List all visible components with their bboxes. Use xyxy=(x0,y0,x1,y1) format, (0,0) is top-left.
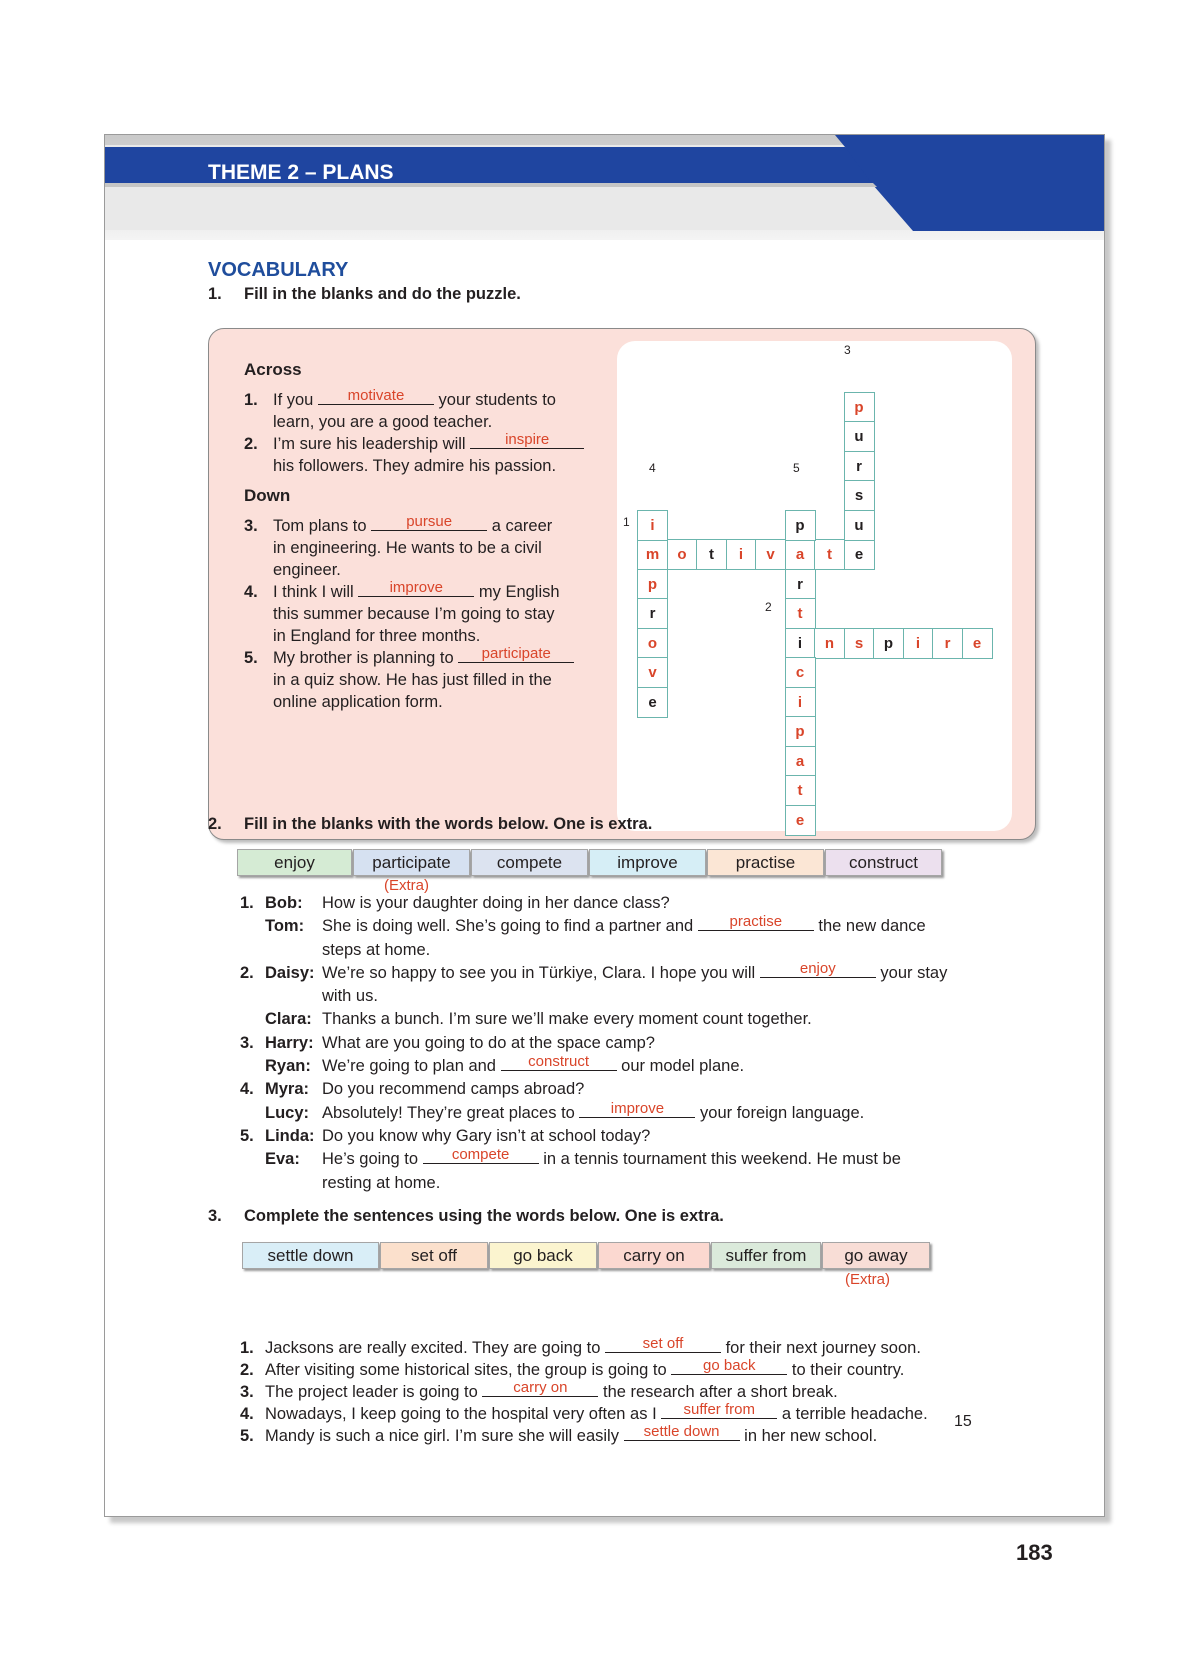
crossword-cell[interactable]: p xyxy=(637,569,668,600)
crossword-number-1: 1 xyxy=(623,515,630,529)
dialogue-line: Tom: She is doing well. She’s going to find a partner and practise the new dance xyxy=(265,913,926,936)
q2-dialogues xyxy=(240,892,1070,1195)
word-box: carry on xyxy=(598,1242,710,1269)
puzzle-box xyxy=(208,328,1036,840)
answer-blank[interactable]: improve xyxy=(358,581,474,597)
crossword-grid xyxy=(617,341,1012,831)
answer-blank[interactable]: suffer from xyxy=(661,1403,777,1419)
crossword-cell[interactable]: e xyxy=(785,805,816,836)
sentence-line: 5. Mandy is such a nice girl. I’m sure she will easily settle down in her new school. xyxy=(240,1423,878,1445)
answer-blank[interactable]: construct xyxy=(501,1055,617,1071)
theme-banner xyxy=(105,135,1104,240)
dialogue-line: Lucy: Absolutely! They’re great places to improve your foreign language. xyxy=(265,1099,865,1122)
crossword-cell[interactable]: p xyxy=(785,510,816,541)
answer-blank[interactable]: motivate xyxy=(318,389,434,405)
crossword-cell[interactable]: o xyxy=(637,628,668,659)
clue-down-3: 3. Tom plans to pursue a career in engineering. He wants to be a civil engineer. xyxy=(244,513,553,579)
crossword-cell[interactable]: t xyxy=(785,775,816,806)
clue-down-5: 5. My brother is planning to participate in a quiz show. He has just filled in the online application form. xyxy=(244,647,604,713)
crossword-number-5: 5 xyxy=(793,461,800,475)
question-3-heading: 3. Complete the sentences using the words below. One is extra. xyxy=(208,1207,724,1225)
crossword-cell[interactable]: e xyxy=(844,539,875,570)
crossword-cell[interactable]: u xyxy=(844,510,875,541)
crossword-cell[interactable]: s xyxy=(844,628,875,659)
answer-blank[interactable]: practise xyxy=(698,915,814,931)
q3-extra-label: (Extra) xyxy=(845,1271,890,1288)
crossword-cell[interactable]: a xyxy=(785,539,816,570)
crossword-cell[interactable]: n xyxy=(814,628,845,659)
crossword-cell[interactable]: r xyxy=(785,569,816,600)
sentence-line: 1. Jacksons are really excited. They are going to set off for their next journey soon. xyxy=(240,1335,921,1357)
answer-blank[interactable]: pursue xyxy=(371,515,487,531)
sentence-line: 2. After visiting some historical sites, the group is going to go back to their country. xyxy=(240,1357,905,1379)
q3-sentences xyxy=(240,1337,928,1447)
answer-blank[interactable]: set off xyxy=(605,1337,721,1353)
dialogue-line: resting at home. xyxy=(322,1173,441,1192)
crossword-cell[interactable]: i xyxy=(785,687,816,718)
word-box: practise xyxy=(707,849,824,876)
answer-blank[interactable]: participate xyxy=(458,647,574,663)
crossword-number-2: 2 xyxy=(765,600,772,614)
dialogue-line: Clara: Thanks a bunch. I’m sure we’ll make every moment count together. xyxy=(265,1010,812,1029)
crossword-cell[interactable]: m xyxy=(637,539,668,570)
crossword-number-3: 3 xyxy=(844,343,851,357)
sentence-line: 3. The project leader is going to carry on the research after a short break. xyxy=(240,1379,838,1401)
sentence-line: 4. Nowadays, I keep going to the hospital very often as I suffer from a terrible headache. xyxy=(240,1401,928,1423)
crossword-cell[interactable]: i xyxy=(637,510,668,541)
down-heading: Down xyxy=(244,486,291,505)
dialogue-line: 2. Daisy: We’re so happy to see you in Türkiye, Clara. I hope you will enjoy your stay xyxy=(240,959,948,982)
dialogue-line: steps at home. xyxy=(322,940,431,959)
answer-blank[interactable]: go back xyxy=(671,1359,787,1375)
clues-panel xyxy=(244,359,604,713)
crossword-cell[interactable]: i xyxy=(903,628,934,659)
q2-extra-label: (Extra) xyxy=(384,877,429,894)
crossword-cell[interactable]: c xyxy=(785,657,816,688)
clue-across-2: 2. I’m sure his leadership will inspire his followers. They admire his passion. xyxy=(244,433,604,477)
answer-blank[interactable]: settle down xyxy=(624,1425,740,1441)
word-box: compete xyxy=(471,849,588,876)
across-heading: Across xyxy=(244,360,302,379)
worksheet-page xyxy=(104,134,1105,1517)
crossword-cell[interactable]: i xyxy=(726,539,757,570)
dialogue-line: Eva: He’s going to compete in a tennis tournament this weekend. He must be xyxy=(265,1146,901,1169)
dialogue-line: 4. Myra: Do you recommend camps abroad? xyxy=(240,1080,585,1099)
crossword-cell[interactable]: t xyxy=(696,539,727,570)
word-box: construct xyxy=(825,849,942,876)
answer-blank[interactable]: improve xyxy=(579,1102,695,1118)
crossword-cell[interactable]: v xyxy=(755,539,786,570)
crossword-cell[interactable]: r xyxy=(844,451,875,482)
clue-across-1: 1. If you motivate your students to learn, you are a good teacher. xyxy=(244,387,556,431)
page-number: 15 xyxy=(954,1413,972,1430)
crossword-cell[interactable]: i xyxy=(785,628,816,659)
answer-blank[interactable]: compete xyxy=(423,1148,539,1164)
book-page-number: 183 xyxy=(1016,1540,1053,1565)
word-box: participate xyxy=(353,849,470,876)
crossword-cell[interactable]: a xyxy=(785,746,816,777)
crossword-cell[interactable]: o xyxy=(667,539,698,570)
question-1-heading: 1. Fill in the blanks and do the puzzle. xyxy=(208,285,521,303)
word-box: go away xyxy=(822,1242,930,1269)
question-2-heading: 2. Fill in the blanks with the words below. One is extra. xyxy=(208,815,653,833)
clue-down-4: 4. I think I will improve my English this summer because I’m going to stay in England for three months. xyxy=(244,579,560,645)
dialogue-line: 1. Bob: How is your daughter doing in her dance class? xyxy=(240,894,670,912)
dialogue-line: with us. xyxy=(322,987,378,1006)
word-box: settle down xyxy=(242,1242,379,1269)
crossword-cell[interactable]: e xyxy=(962,628,993,659)
theme-title: THEME 2 – PLANS xyxy=(208,161,394,184)
word-box: set off xyxy=(380,1242,488,1269)
crossword-cell[interactable]: r xyxy=(932,628,963,659)
word-box: enjoy xyxy=(237,849,352,876)
word-box: go back xyxy=(489,1242,597,1269)
word-box: improve xyxy=(589,849,706,876)
answer-blank[interactable]: carry on xyxy=(482,1381,598,1397)
dialogue-line: 3. Harry: What are you going to do at the space camp? xyxy=(240,1033,655,1052)
crossword-cell[interactable]: s xyxy=(844,480,875,511)
dialogue-line: Ryan: We’re going to plan and construct our model plane. xyxy=(265,1053,745,1076)
crossword-cell[interactable]: p xyxy=(873,628,904,659)
answer-blank[interactable]: inspire xyxy=(470,433,584,449)
dialogue-line: 5. Linda: Do you know why Gary isn’t at school today? xyxy=(240,1126,651,1145)
crossword-number-4: 4 xyxy=(649,461,656,475)
crossword-cell[interactable]: t xyxy=(785,598,816,629)
crossword-cell[interactable]: v xyxy=(637,657,668,688)
crossword-cell[interactable]: e xyxy=(637,687,668,718)
word-box: suffer from xyxy=(711,1242,821,1269)
section-title: VOCABULARY xyxy=(208,259,349,281)
crossword-cell[interactable]: t xyxy=(814,539,845,570)
crossword-cell[interactable]: r xyxy=(637,598,668,629)
crossword-cell[interactable]: p xyxy=(844,392,875,423)
crossword-cell[interactable]: p xyxy=(785,716,816,747)
answer-blank[interactable]: enjoy xyxy=(760,962,876,978)
crossword-cell[interactable]: u xyxy=(844,421,875,452)
